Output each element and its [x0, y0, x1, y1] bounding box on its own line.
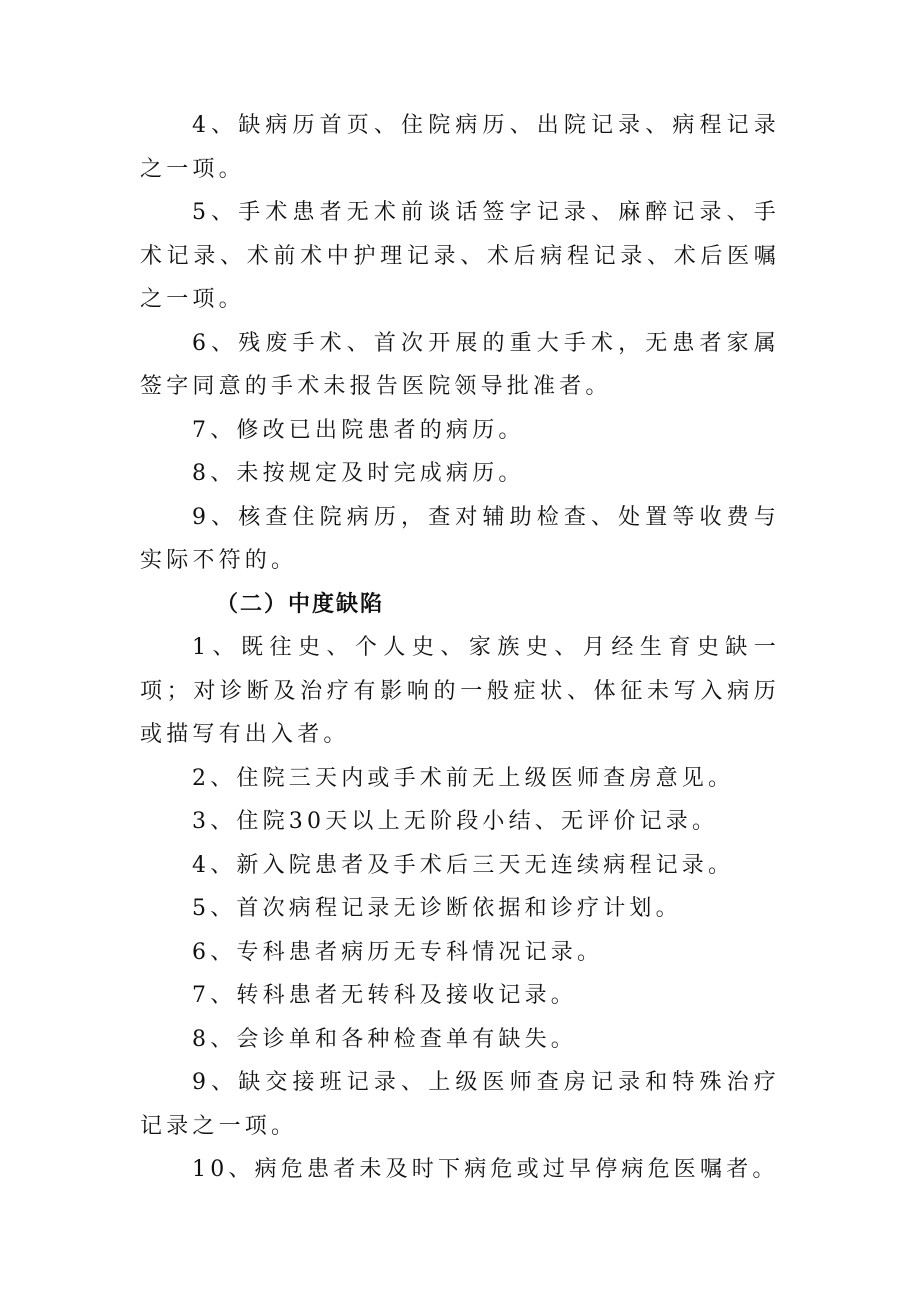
document-body [140, 104, 780, 1192]
paragraph-b-4: 4、新入院患者及手术后三天无连续病程记录。 [192, 852, 735, 878]
paragraph-a-8: 8、未按规定及时完成病历。 [192, 461, 525, 486]
paragraph-b-10: 10、病危患者未及时下病危或过早停病危医嘱者。 [192, 1157, 779, 1182]
paragraph-b-7: 7、转科患者无转科及接收记录。 [192, 983, 577, 1008]
paragraph-a-7: 7、修改已出院患者的病历。 [192, 417, 525, 443]
paragraph-b-9: 9、缺交接班记录、上级医师查房记录和特殊治疗记录之一项。 [140, 1070, 780, 1139]
paragraph-b-3: 3、住院30天以上无阶段小结、无评价记录。 [192, 809, 719, 834]
paragraph-a-6: 6、残废手术、首次开展的重大手术，无患者家属签字同意的手术未报告医院领导批准者。 [140, 330, 780, 399]
paragraph-b-1: 1、既往史、个人史、家族史、月经生育史缺一项；对诊断及治疗有影响的一般症状、体征未写入病历或描写有出入者。 [140, 635, 780, 747]
paragraph-a-4: 4、缺病历首页、住院病历、出院记录、病程记录之一项。 [140, 113, 780, 182]
paragraph-b-8: 8、会诊单和各种检查单有缺失。 [192, 1026, 577, 1052]
paragraph-b-6: 6、专科患者病历无专科情况记录。 [192, 939, 604, 965]
paragraph-a-9: 9、核查住院病历，查对辅助检查、处置等收费与实际不符的。 [140, 504, 780, 573]
paragraph-b-2: 2、住院三天内或手术前无上级医师查房意见。 [192, 765, 735, 791]
paragraph-a-5: 5、手术患者无术前谈话签字记录、麻醉记录、手术记录、术前术中护理记录、术后病程记录、术后医嘱之一项。 [140, 200, 780, 312]
section-heading-moderate-defects: （二）中度缺陷 [216, 591, 385, 617]
paragraph-b-5: 5、首次病程记录无诊断依据和诊疗计划。 [192, 896, 682, 921]
